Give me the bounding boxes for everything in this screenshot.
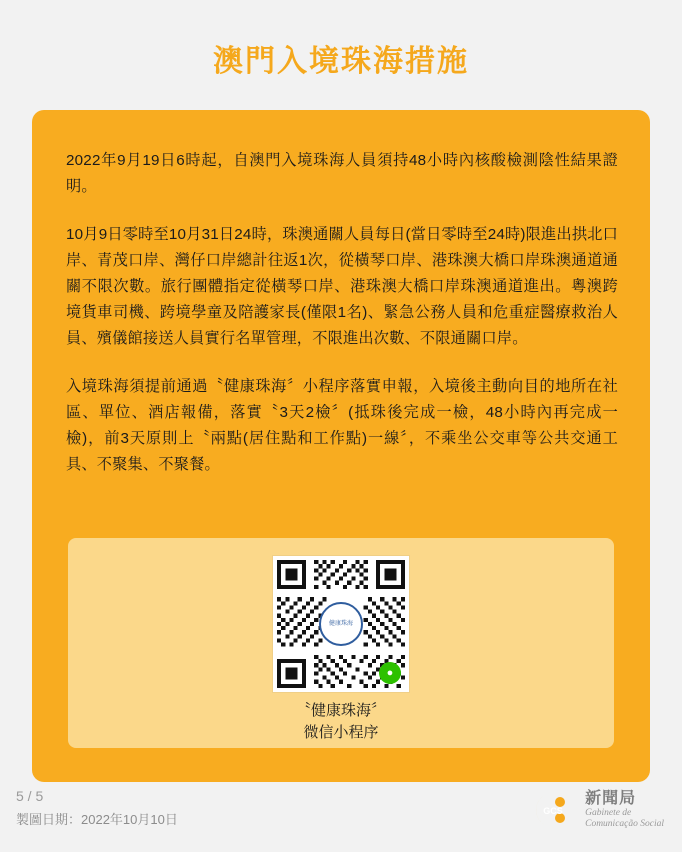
paragraph-2: 10月9日零時至10月31日24時，珠澳通關人員每日(當日零時至24時)限進出拱北口岸、青茂口岸、灣仔口岸總計往返1次，從橫琴口岸、港珠澳大橋口岸珠澳通道通關不限次數。旅行團體指定從橫琴口岸、港珠澳大橋口岸珠澳通道進出。粵澳跨境貨車司機、跨境學童及陪護家長(僅限1名)、緊急公務人員和危重症醫療救治人員、殯儀館接送人員實行名單管理，不限進出次數、不限通關口岸。	[66, 226, 618, 347]
footer-left	[16, 786, 178, 830]
svg-text:GCS: GCS	[543, 805, 563, 816]
qr-center-logo-icon	[319, 602, 363, 646]
gcs-logo-text	[585, 790, 664, 830]
gcs-logo-pt-line-1: Gabinete de	[585, 808, 632, 819]
paragraph-3: 入境珠海須提前通過〝健康珠海〞小程序落實申報，入境後主動向目的地所在社區、單位、酒店報備，落實〝3天2檢〞(抵珠後完成一檢，48小時內再完成一檢)，前3天原則上〝兩點(居住點和工作點)一線〞，不乘坐公交車等公共交通工具、不聚集、不聚餐。	[66, 378, 618, 473]
footer-logo	[533, 790, 664, 830]
gcs-logo-pt-line-2: Comunicação Social	[585, 819, 664, 830]
page-indicator: 5 / 5	[16, 788, 44, 804]
content-card	[32, 110, 650, 782]
wechat-icon: ●	[379, 662, 401, 684]
gcs-logo-icon	[533, 790, 575, 830]
gcs-logo-svg	[533, 790, 575, 830]
qr-logo-text: 健康珠海	[328, 620, 353, 627]
paragraph-1: 2022年9月19日6時起，自澳門入境珠海人員須持48小時內核酸檢測陰性結果證明。	[66, 152, 618, 195]
qr-caption-line-1: 〝健康珠海〞	[295, 702, 386, 719]
gcs-logo-cn: 新聞局	[585, 789, 637, 807]
chart-date-label: 製圖日期：2022年10月10日	[16, 812, 178, 827]
body-text	[66, 148, 618, 478]
qr-code[interactable]	[273, 556, 409, 692]
page-title: 澳門入境珠海措施	[213, 45, 469, 78]
qr-caption	[68, 700, 614, 744]
qr-caption-line-2: 微信小程序	[303, 724, 379, 741]
qr-panel	[68, 538, 614, 748]
